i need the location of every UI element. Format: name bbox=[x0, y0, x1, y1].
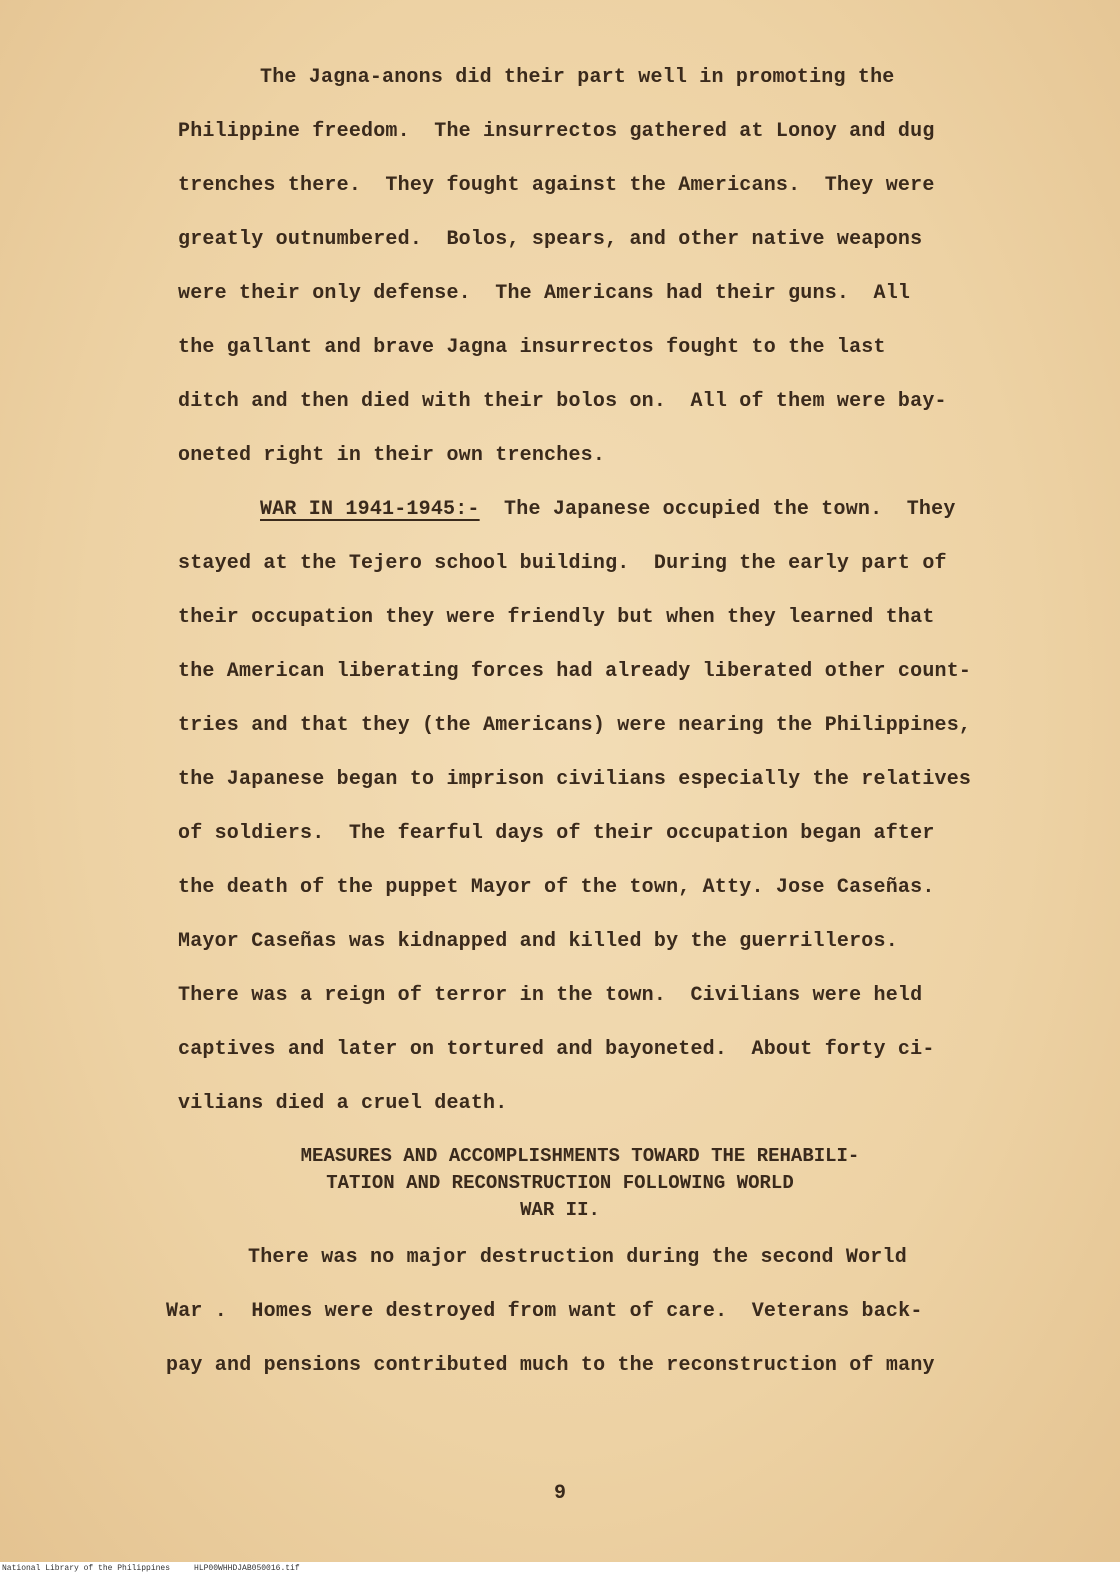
section-heading-line-2: TATION AND RECONSTRUCTION FOLLOWING WORLD bbox=[326, 1172, 794, 1194]
paragraph1-line-8: oneted right in their own trenches. bbox=[178, 444, 606, 467]
paragraph2-line-2: stayed at the Tejero school building. During the early part of bbox=[178, 552, 947, 575]
paragraph2-line-5: tries and that they (the Americans) were nearing the Philippines, bbox=[178, 714, 972, 737]
paragraph2-line-8: the death of the puppet Mayor of the town, Atty. Jose Caseñas. bbox=[178, 876, 935, 899]
paragraph1-line-3: trenches there. They fought against the Americans. They were bbox=[178, 174, 935, 197]
paragraph3-line-1: There was no major destruction during the second World bbox=[248, 1246, 907, 1269]
paragraph3-line-2: War . Homes were destroyed from want of care. Veterans back- bbox=[166, 1300, 923, 1323]
paragraph3-line-3: pay and pensions contributed much to the reconstruction of many bbox=[166, 1354, 935, 1377]
paragraph2-line-3: their occupation they were friendly but when they learned that bbox=[178, 606, 935, 629]
paragraph1-line-6: the gallant and brave Jagna insurrectos fought to the last bbox=[178, 336, 886, 359]
paragraph2-first-text: The Japanese occupied the town. They bbox=[479, 498, 956, 521]
paragraph2-line-7: of soldiers. The fearful days of their occupation began after bbox=[178, 822, 935, 845]
page-number: 9 bbox=[553, 1482, 566, 1505]
paragraph1-line-1: The Jagna-anons did their part well in promoting the bbox=[260, 66, 895, 89]
section-heading-line-3: WAR II. bbox=[520, 1199, 600, 1221]
paragraph2-line-9: Mayor Caseñas was kidnapped and killed by the guerrilleros. bbox=[178, 930, 898, 953]
paragraph2-line-11: captives and later on tortured and bayoneted. About forty ci- bbox=[178, 1038, 935, 1061]
war-section-label: WAR IN 1941-1945:- bbox=[260, 498, 480, 521]
paragraph2-line-10: There was a reign of terror in the town. Civilians were held bbox=[178, 984, 923, 1007]
paragraph1-line-4: greatly outnumbered. Bolos, spears, and other native weapons bbox=[178, 228, 923, 251]
section-heading-line-1: MEASURES AND ACCOMPLISHMENTS TOWARD THE REHABILI- bbox=[300, 1145, 860, 1167]
paragraph1-line-7: ditch and then died with their bolos on. All of them were bay- bbox=[178, 390, 947, 413]
paragraph1-line-2: Philippine freedom. The insurrectos gathered at Lonoy and dug bbox=[178, 120, 935, 143]
paragraph2-line-12: vilians died a cruel death. bbox=[178, 1092, 508, 1115]
paragraph1-line-5: were their only defense. The Americans had their guns. All bbox=[178, 282, 911, 305]
paragraph2-line-6: the Japanese began to imprison civilians especially the relatives bbox=[178, 768, 972, 791]
paragraph2-line-4: the American liberating forces had already liberated other count- bbox=[178, 660, 972, 683]
scan-footer: National Library of the Philippines HLP00WHHDJAB050016.tif bbox=[0, 1562, 1120, 1575]
paragraph2-first-line bbox=[0, 498, 1120, 522]
